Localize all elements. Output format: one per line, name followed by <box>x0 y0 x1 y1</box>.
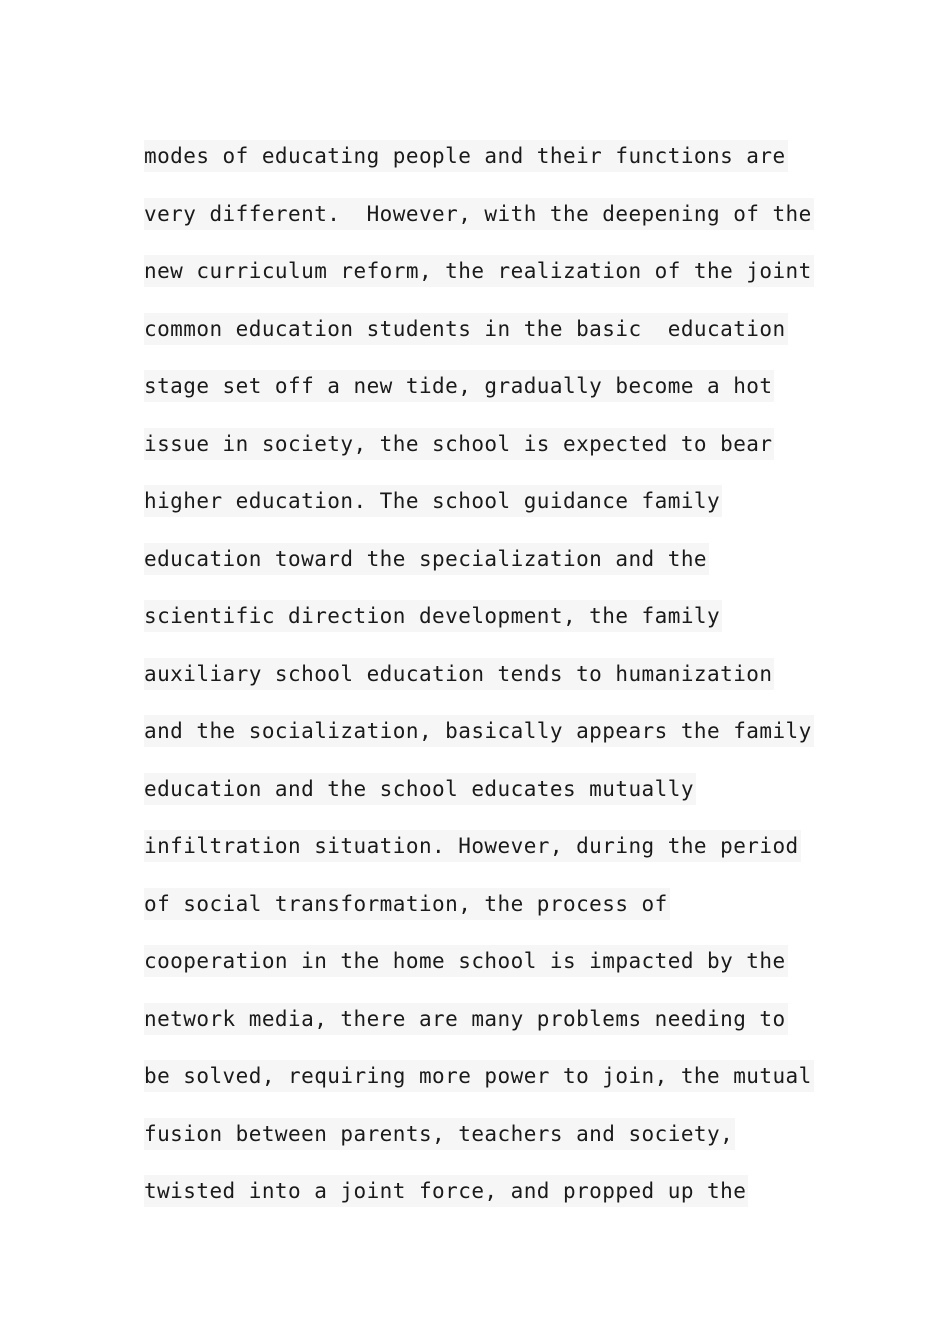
text-line-content: scientific direction development, the family <box>144 600 722 632</box>
text-line-content: new curriculum reform, the realization of the joint <box>144 255 814 287</box>
body-text <box>144 140 824 1233</box>
text-line <box>144 1175 824 1233</box>
text-line <box>144 830 824 888</box>
text-line-content: fusion between parents, teachers and society, <box>144 1118 735 1150</box>
text-line <box>144 773 824 831</box>
text-line-content: infiltration situation. However, during the period <box>144 830 801 862</box>
text-line-content: common education students in the basic education <box>144 313 788 345</box>
text-line <box>144 198 824 256</box>
text-line <box>144 140 824 198</box>
text-line-content: education and the school educates mutually <box>144 773 696 805</box>
text-line <box>144 370 824 428</box>
text-line <box>144 1060 824 1118</box>
text-line-content: education toward the specialization and the <box>144 543 709 575</box>
text-line <box>144 313 824 371</box>
text-line <box>144 255 824 313</box>
text-line <box>144 945 824 1003</box>
text-line-content: modes of educating people and their functions are <box>144 140 788 172</box>
text-line <box>144 658 824 716</box>
text-line-content: and the socialization, basically appears the family <box>144 715 814 747</box>
text-line <box>144 1118 824 1176</box>
text-line-content: of social transformation, the process of <box>144 888 670 920</box>
text-line <box>144 428 824 486</box>
text-line-content: network media, there are many problems needing to <box>144 1003 788 1035</box>
text-line-content: stage set off a new tide, gradually become a hot <box>144 370 774 402</box>
text-line-content: cooperation in the home school is impacted by the <box>144 945 788 977</box>
text-line <box>144 485 824 543</box>
text-line <box>144 715 824 773</box>
text-line <box>144 1003 824 1061</box>
text-line <box>144 543 824 601</box>
text-line-content: issue in society, the school is expected to bear <box>144 428 774 460</box>
text-line-content: auxiliary school education tends to humanization <box>144 658 774 690</box>
text-line <box>144 888 824 946</box>
text-line-content: very different. However, with the deepening of the <box>144 198 814 230</box>
text-line <box>144 600 824 658</box>
text-line-content: be solved, requiring more power to join, the mutual <box>144 1060 814 1092</box>
text-line-content: twisted into a joint force, and propped up the <box>144 1175 748 1207</box>
text-line-content: higher education. The school guidance family <box>144 485 722 517</box>
